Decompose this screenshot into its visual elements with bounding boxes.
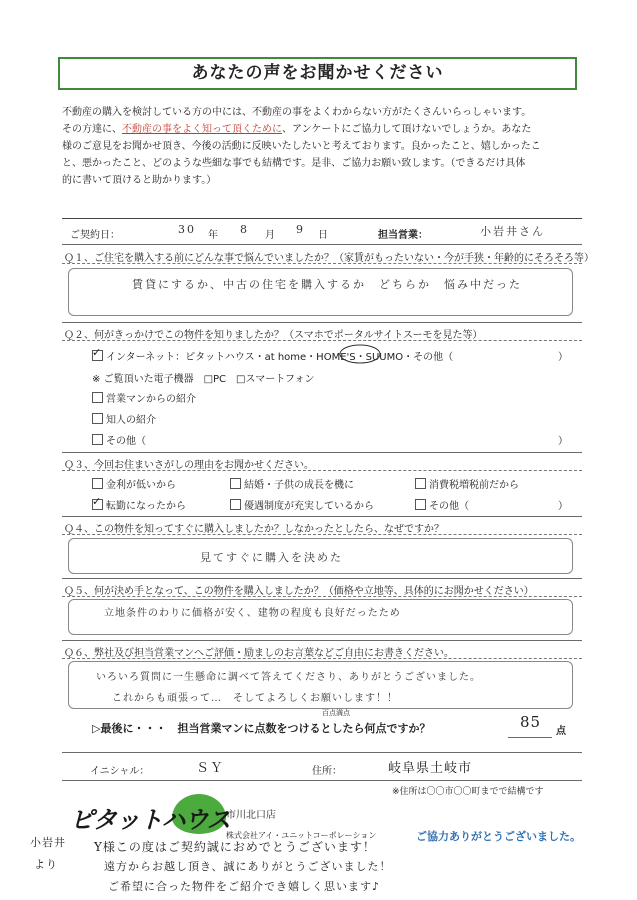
q3-option-other-close: ）: [558, 501, 568, 512]
page-title: あなたの声をお聞かせください: [58, 57, 577, 90]
intro-highlight: 不動産の事をよく知って頂くために: [122, 124, 282, 135]
company-logo: ピタットハウス: [70, 806, 230, 834]
staff-message-1: Y様この度はご契約誠におめでとうございます！: [94, 840, 376, 854]
checkbox-icon[interactable]: [415, 499, 426, 510]
q2-option-devices: ※ ご覧頂いた電子機器 □PC □スマートフォン: [92, 374, 315, 385]
initial-value[interactable]: ＳＹ: [196, 761, 225, 776]
q2-option-other[interactable]: その他（: [92, 432, 146, 447]
q5-answer[interactable]: 立地条件のわりに価格が安く、建物の程度も良好だったため: [104, 608, 401, 619]
address-note: ※住所は〇〇市〇〇町までで結構です: [392, 787, 544, 797]
contract-day-unit: 日: [318, 230, 328, 241]
checkbox-checked-icon[interactable]: [92, 499, 103, 510]
contract-month[interactable]: 8: [240, 223, 249, 236]
q3-option-tax[interactable]: 消費税増税前だから: [415, 476, 519, 491]
staff-message-3: ご希望に合った物件をご紹介でき嬉しく思います♪: [108, 880, 381, 893]
contract-month-unit: 月: [265, 230, 275, 241]
checkbox-checked-icon[interactable]: [92, 350, 103, 361]
branch-name: 市川北口店: [226, 810, 276, 821]
thanks-text: ご協力ありがとうございました。: [416, 830, 581, 843]
initial-label: イニシャル：: [90, 766, 150, 777]
agent-value[interactable]: 小岩井さん: [480, 225, 545, 238]
company-name: 株式会社アイ・ユニットコーポレーション: [226, 831, 377, 840]
q3-option-other[interactable]: その他（: [415, 497, 469, 512]
staff-message-2: 遠方からお越し頂き、誠にありがとうございました！: [104, 860, 392, 873]
q2-option-friend[interactable]: 知人の紹介: [92, 411, 156, 426]
address-label: 住所：: [312, 766, 342, 777]
intro-line-4: と、悪かったこと、どのような些細な事でも結構です。是非、ご協力お願い致します。（できるだけ具体: [62, 158, 526, 169]
q3-option-preferential[interactable]: 優遇制度が充実しているから: [230, 497, 374, 512]
q1-question: Ｑ１、ご住宅を購入する前にどんな事で悩んでいましたか？（家賃がもったいない・今が手狭・年齢的にそろそろ等）: [64, 253, 594, 264]
address-value[interactable]: 岐阜県土岐市: [388, 761, 473, 776]
score-annotation: 百点満点: [322, 709, 350, 717]
checkbox-icon[interactable]: [230, 478, 241, 489]
q4-question: Ｑ４、この物件を知ってすぐに購入しましたか？しなかったとしたら、なぜですか？: [64, 524, 444, 535]
q1-answer[interactable]: 賃貸にするか、中古の住宅を購入するか どちらか 悩み中だった: [132, 278, 522, 291]
q3-option-transfer[interactable]: ✓転勤になったから: [92, 497, 186, 512]
contract-year[interactable]: 30: [178, 223, 196, 236]
checkbox-icon[interactable]: [230, 499, 241, 510]
staff-signature-suffix: より: [34, 858, 58, 871]
q2-option-sales[interactable]: 営業マンからの紹介: [92, 390, 196, 405]
checkbox-icon[interactable]: [92, 434, 103, 445]
intro-line-2: その方達に、不動産の事をよく知って頂くために、アンケートにご協力して頂けないでしょうか。あなた: [62, 124, 532, 135]
score-unit: 点: [556, 726, 566, 737]
score-value[interactable]: 85: [520, 713, 542, 731]
q6-answer-1[interactable]: いろいろ質問に一生懸命に調べて答えてくださり、ありがとうございました。: [96, 672, 481, 683]
contract-day[interactable]: 9: [296, 223, 305, 236]
contract-year-unit: 年: [208, 230, 218, 241]
staff-signature: 小岩井: [30, 836, 66, 849]
q3-question: Ｑ３、今回お住まいさがしの理由をお聞かせください。: [64, 460, 314, 471]
intro-line-3: 様のご意見をお聞かせ頂き、今後の活動に反映いたしたいと考えております。良かったこと、嬉しかったこ: [62, 141, 541, 152]
score-prompt: ▷最後に・・・ 担当営業マンに点数をつけるとしたら何点ですか？: [92, 722, 431, 735]
q2-option-internet[interactable]: ✓インターネット：ピタットハウス・at home・HOME'S・SUUMO・その他（: [92, 348, 453, 363]
agent-label: 担当営業：: [378, 230, 428, 241]
intro-text: [62, 104, 582, 189]
q2-question: Ｑ２、何がきっかけでこの物件を知りましたか？（スマホでポータルサイトスーモを見た等）: [64, 330, 483, 341]
checkbox-icon[interactable]: [415, 478, 426, 489]
intro-line-1: 不動産の購入を検討している方の中には、不動産の事をよくわからない方がたくさんいらっしゃいます。: [62, 107, 532, 118]
q6-answer-2[interactable]: これからも頑張って… そしてよろしくお願いします！！: [112, 693, 398, 704]
contract-date-label: ご契約日：: [70, 230, 120, 241]
checkbox-icon[interactable]: [92, 413, 103, 424]
intro-line-5: 的に書いて頂けると助かります。）: [62, 175, 217, 186]
q2-option-internet-close: ）: [558, 352, 568, 363]
circle-mark-icon: [338, 343, 382, 365]
checkbox-icon[interactable]: [92, 478, 103, 489]
checkbox-icon[interactable]: [92, 392, 103, 403]
q6-question: Ｑ６、弊社及び担当営業マンへご評価・励ましのお言葉などご自由にお書きください。: [64, 648, 454, 659]
q3-option-marriage[interactable]: 結婚・子供の成長を機に: [230, 476, 354, 491]
q3-option-rate[interactable]: 金利が低いから: [92, 476, 176, 491]
q5-question: Ｑ５、何が決め手となって、この物件を購入しましたか？（価格や立地等、具体的にお聞かせください）: [64, 586, 534, 597]
q4-answer[interactable]: 見てすぐに購入を決めた: [200, 551, 343, 564]
q2-option-other-close: ）: [558, 436, 568, 447]
